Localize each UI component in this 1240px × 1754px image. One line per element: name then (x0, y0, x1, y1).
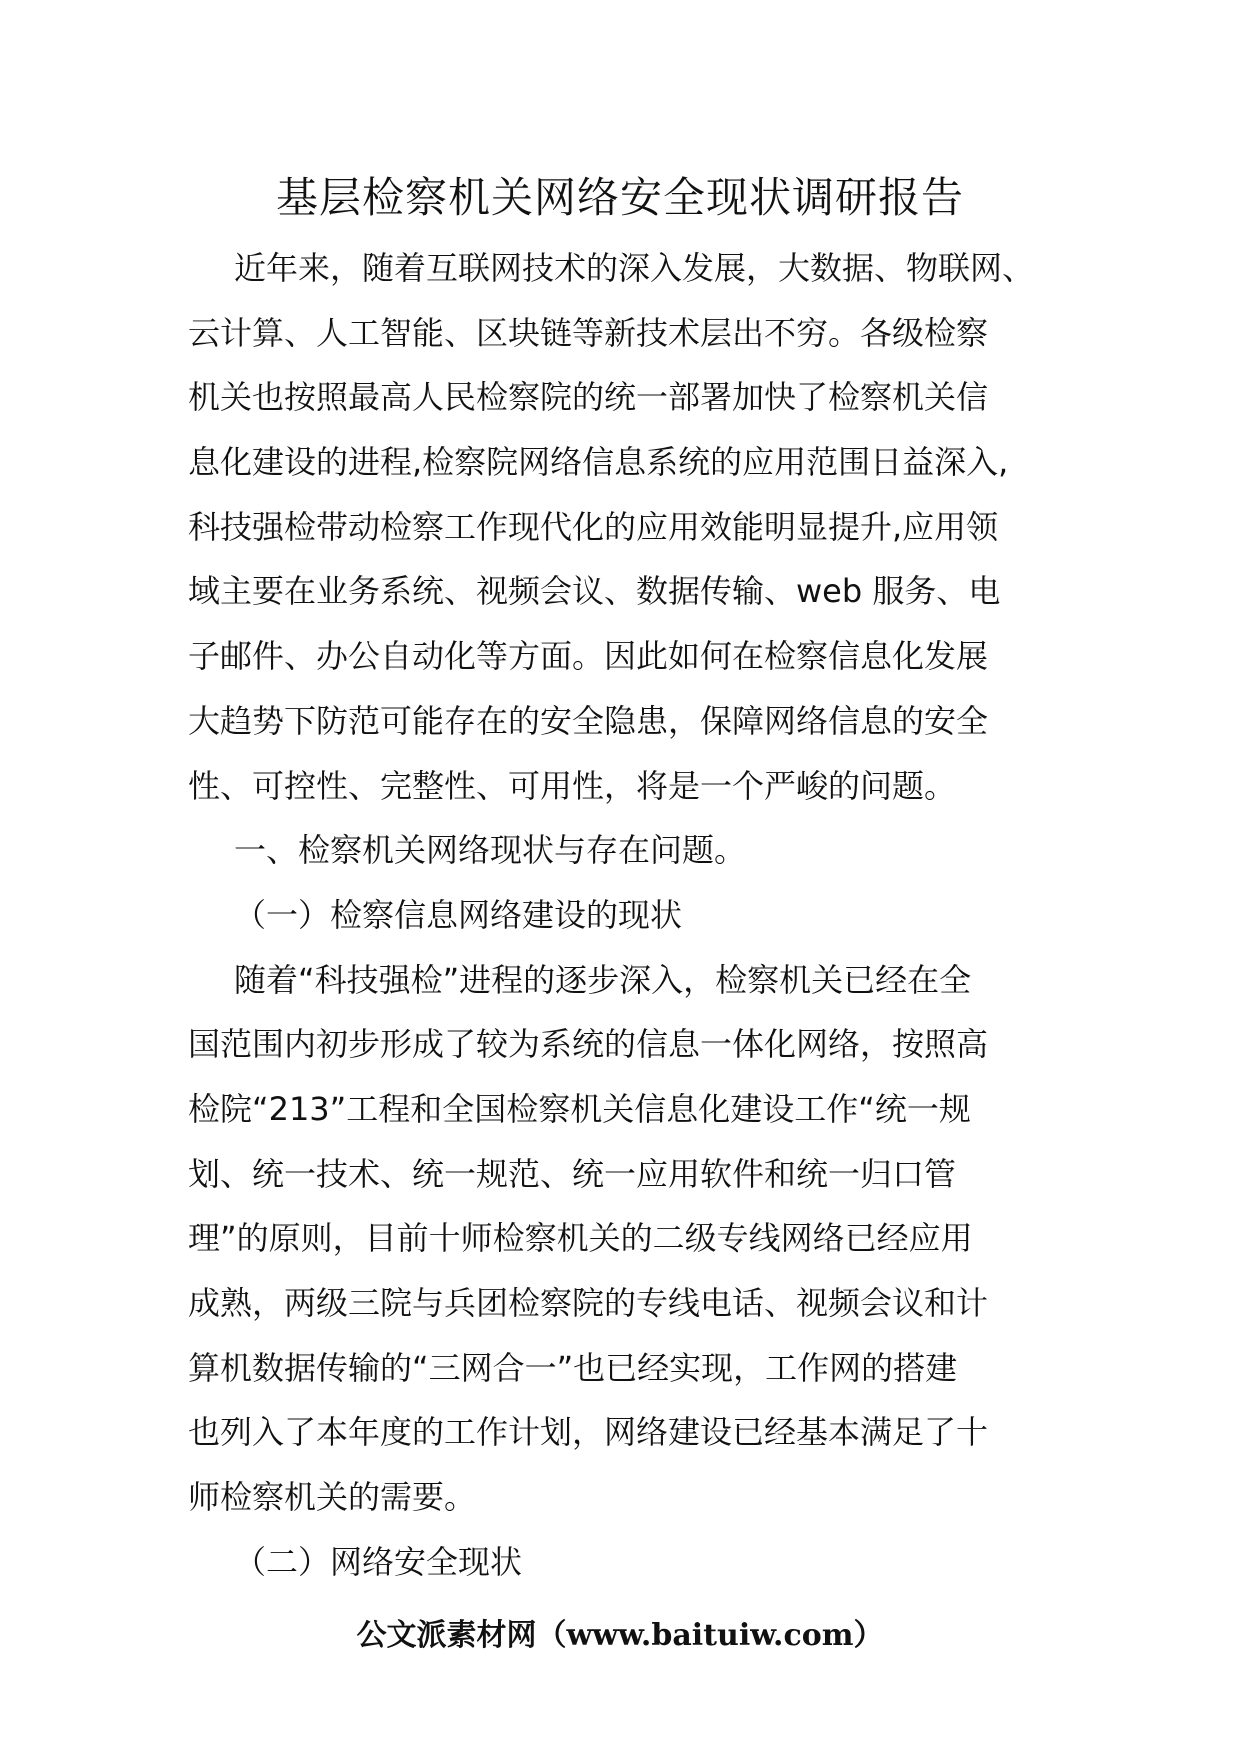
paragraph-line: 息化建设的进程,检察院网络信息系统的应用范围日益深入, (188, 443, 1009, 482)
paragraph-line: 理”的原则，目前十师检察机关的二级专线网络已经应用 (188, 1219, 973, 1258)
subsection-heading: （一）检察信息网络建设的现状 (234, 895, 683, 934)
paragraph-line: 近年来，随着互联网技术的深入发展，大数据、物联网、 (234, 249, 1035, 287)
paragraph-line: 随着“科技强检”进程的逐步深入，检察机关已经在全 (234, 960, 972, 999)
paragraph-line: 域主要在业务系统、视频会议、数据传输、web 服务、电 (188, 572, 1001, 611)
paragraph-line: 师检察机关的需要。 (188, 1478, 477, 1517)
paragraph-line: 算机数据传输的“三网合一”也已经实现，工作网的搭建 (188, 1348, 958, 1387)
paragraph-line: 检院“213”工程和全国检察机关信息化建设工作“统一规 (188, 1089, 971, 1128)
paragraph-line: 性、可控性、完整性、可用性，将是一个严峻的问题。 (188, 766, 957, 805)
subsection-heading: （二）网络安全现状 (234, 1542, 523, 1581)
paragraph-line: 也列入了本年度的工作计划，网络建设已经基本满足了十 (188, 1413, 989, 1452)
paragraph-line: 划、统一技术、统一规范、统一应用软件和统一归口管 (188, 1154, 957, 1193)
document-title: 基层检察机关网络安全现状调研报告 (275, 173, 964, 222)
paragraph-line: 大趋势下防范可能存在的安全隐患，保障网络信息的安全 (188, 701, 989, 740)
paragraph-line: 成熟，两级三院与兵团检察院的专线电话、视频会议和计 (188, 1284, 989, 1322)
section-heading: 一、检察机关网络现状与存在问题。 (234, 831, 747, 870)
footer-watermark: 公文派素材网（www.baituiw.com） (356, 1618, 884, 1653)
document-body (188, 236, 1068, 1594)
paragraph-line: 国范围内初步形成了较为系统的信息一体化网络，按照高 (188, 1025, 989, 1064)
paragraph-line: 云计算、人工智能、区块链等新技术层出不穷。各级检察 (188, 313, 989, 352)
paragraph-line: 子邮件、办公自动化等方面。因此如何在检察信息化发展 (188, 637, 989, 676)
paragraph-line: 科技强检带动检察工作现代化的应用效能明显提升,应用领 (188, 507, 999, 546)
paragraph-line: 机关也按照最高人民检察院的统一部署加快了检察机关信 (188, 378, 989, 417)
